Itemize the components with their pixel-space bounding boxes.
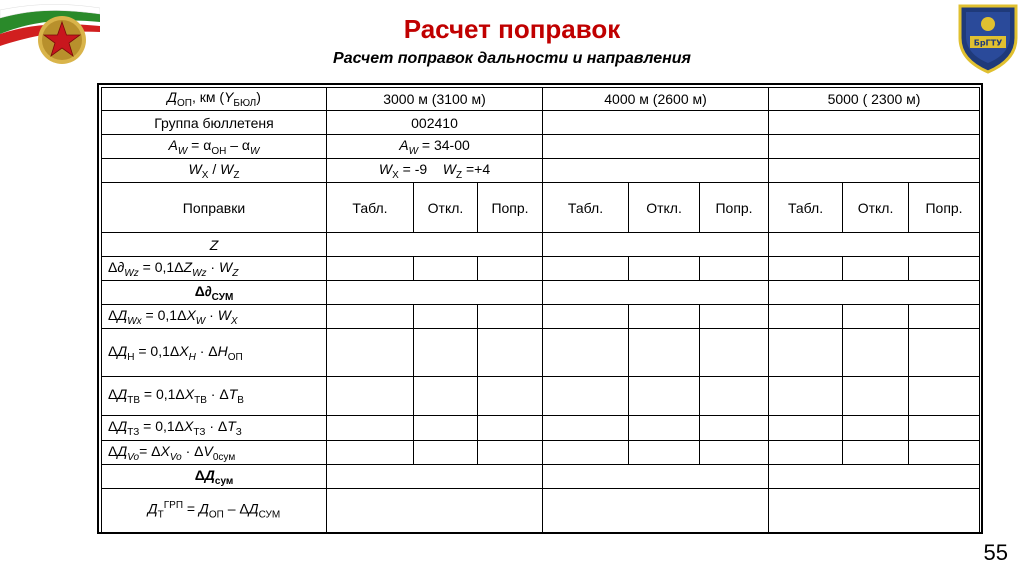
table-cell <box>909 416 980 441</box>
table-cell <box>543 257 629 281</box>
table-row <box>102 465 980 489</box>
row-label-delta-dsum: $\Delta\partial_{СУМ}$ <box>102 281 327 305</box>
table-cell <box>414 377 478 416</box>
table-row <box>102 416 980 441</box>
row-label-delta-dtv: $\Delta Д_{ТВ} = 0,1\Delta X_{ТВ} \cdot \Delta T_В$ <box>102 377 327 416</box>
table-cell <box>629 305 700 329</box>
table-cell <box>543 465 769 489</box>
table-row <box>102 305 980 329</box>
table-cell <box>843 441 909 465</box>
row-label-delta-dh: $\Delta Д_Н = 0,1\Delta X_H \cdot \Delta H_{ОП}$ <box>102 329 327 377</box>
row-label-aw: $A_W = \alpha_{ОН} - \alpha_W$ <box>102 135 327 159</box>
table-cell <box>843 416 909 441</box>
row-label-delta-dwz: $\Delta\partial_{Wz} = 0,1\Delta Z_{Wz} \cdot W_Z$ <box>102 257 327 281</box>
table-cell <box>769 329 843 377</box>
row-label-dt-grp: $Д_Т^{ГРП} = Д_{ОП} - \Delta Д_{СУМ}$ <box>102 489 327 533</box>
row-label-wind: $W_X / W_Z$ <box>102 159 327 183</box>
wx-value: -9 <box>414 160 428 177</box>
table-cell <box>700 416 769 441</box>
table-cell <box>478 257 543 281</box>
table-cell <box>414 329 478 377</box>
table-row <box>102 377 980 416</box>
table-cell <box>327 377 414 416</box>
distance-column-2: 4000 м (2600 м) <box>543 88 769 111</box>
row-label-delta-dsum-total: $\Delta Д_{сум}$ <box>102 465 327 489</box>
table-cell <box>543 111 769 135</box>
table-cell <box>543 329 629 377</box>
aw-value: 34-00 <box>433 136 470 153</box>
distance-column-3: 5000 ( 2300 м) <box>769 88 980 111</box>
table-row <box>102 88 980 111</box>
table-cell <box>769 233 980 257</box>
table-cell <box>843 329 909 377</box>
table-cell <box>700 441 769 465</box>
table-cell <box>327 416 414 441</box>
table-cell <box>700 329 769 377</box>
page-subtitle: Расчет поправок дальности и направления <box>333 50 691 67</box>
table-cell <box>629 257 700 281</box>
row-label-bulletin-group: Группа бюллетеня <box>102 111 327 135</box>
row-label-delta-dvo: $\Delta Д_{Vo}= \Delta X_{Vo} \cdot \Delta V_{0сум}$ <box>102 441 327 465</box>
table-cell <box>478 305 543 329</box>
table-cell <box>909 305 980 329</box>
table-cell <box>909 441 980 465</box>
table-cell <box>327 233 543 257</box>
table-cell <box>769 135 980 159</box>
table-row <box>102 257 980 281</box>
subheader-tabl: Табл. <box>769 183 843 233</box>
distance-column-1: 3000 м (3100 м) <box>327 88 543 111</box>
table-row <box>102 233 980 257</box>
army-star-emblem-icon <box>0 0 100 70</box>
subheader-popr: Попр. <box>700 183 769 233</box>
table-cell <box>769 441 843 465</box>
table-cell <box>700 305 769 329</box>
table-cell <box>843 305 909 329</box>
table-row <box>102 135 980 159</box>
table-cell <box>414 441 478 465</box>
table-cell <box>769 281 980 305</box>
row-label-delta-dwx: $\Delta Д_{Wx} = 0,1\Delta X_W \cdot W_X$ <box>102 305 327 329</box>
subheader-tabl: Табл. <box>327 183 414 233</box>
table-cell <box>769 257 843 281</box>
table-cell <box>327 257 414 281</box>
table-cell <box>327 489 543 533</box>
table-cell <box>909 257 980 281</box>
subheader-otkl: Откл. <box>414 183 478 233</box>
subheader-otkl: Откл. <box>629 183 700 233</box>
table-cell <box>543 377 629 416</box>
page-title: Расчет поправок <box>403 14 621 44</box>
table-cell <box>478 416 543 441</box>
row-label-distance: $Д_{ОП}$, км $(Y_{БЮЛ})$ <box>102 88 327 111</box>
table-cell <box>700 377 769 416</box>
row-label-z: Z <box>102 233 327 257</box>
table-cell <box>769 465 980 489</box>
subheader-popr: Попр. <box>909 183 980 233</box>
wind-cell: $W_X = -9$ $W_Z =+4$ <box>327 159 543 183</box>
row-label-corrections: Поправки <box>102 183 327 233</box>
table-cell <box>769 416 843 441</box>
aw-cell: $A_W = 34-00$ <box>327 135 543 159</box>
page-number: 55 <box>983 540 1008 565</box>
table-row <box>102 281 980 305</box>
table-row <box>102 441 980 465</box>
svg-text:БрГТУ: БрГТУ <box>973 38 1003 48</box>
table-cell <box>909 377 980 416</box>
table-cell <box>327 281 543 305</box>
table-cell <box>769 111 980 135</box>
table-cell <box>629 416 700 441</box>
table-cell <box>543 281 769 305</box>
table-cell <box>543 233 769 257</box>
table-cell <box>769 305 843 329</box>
wz-value: +4 <box>474 160 491 177</box>
table-cell <box>327 329 414 377</box>
table-cell <box>543 489 769 533</box>
table-cell <box>414 305 478 329</box>
table-row <box>102 183 980 233</box>
table-cell <box>629 377 700 416</box>
table-cell <box>414 416 478 441</box>
subheader-otkl: Откл. <box>843 183 909 233</box>
subheader-tabl: Табл. <box>543 183 629 233</box>
university-crest-icon <box>956 0 1020 74</box>
table-row <box>102 329 980 377</box>
table-cell <box>543 159 769 183</box>
table-cell <box>327 441 414 465</box>
table-cell <box>478 329 543 377</box>
table-cell <box>909 329 980 377</box>
table-cell <box>327 305 414 329</box>
bulletin-value: 002410 <box>327 111 543 135</box>
table-cell <box>543 416 629 441</box>
subheader-popr: Попр. <box>478 183 543 233</box>
table-cell <box>478 377 543 416</box>
table-cell <box>543 135 769 159</box>
table-cell <box>543 441 629 465</box>
table-cell <box>543 305 629 329</box>
table-cell <box>843 257 909 281</box>
table-cell <box>629 441 700 465</box>
row-label-delta-dtz: $\Delta Д_{ТЗ} = 0,1\Delta X_{ТЗ} \cdot \Delta T_З$ <box>102 416 327 441</box>
table-cell <box>769 377 843 416</box>
table-cell <box>700 257 769 281</box>
table-cell <box>414 257 478 281</box>
table-row <box>102 159 980 183</box>
table-cell <box>629 329 700 377</box>
table-cell <box>769 489 980 533</box>
table-cell <box>769 159 980 183</box>
table-cell <box>843 377 909 416</box>
corrections-table <box>101 87 980 533</box>
table-cell <box>327 465 543 489</box>
table-row <box>102 489 980 533</box>
table-cell <box>478 441 543 465</box>
table-row <box>102 111 980 135</box>
